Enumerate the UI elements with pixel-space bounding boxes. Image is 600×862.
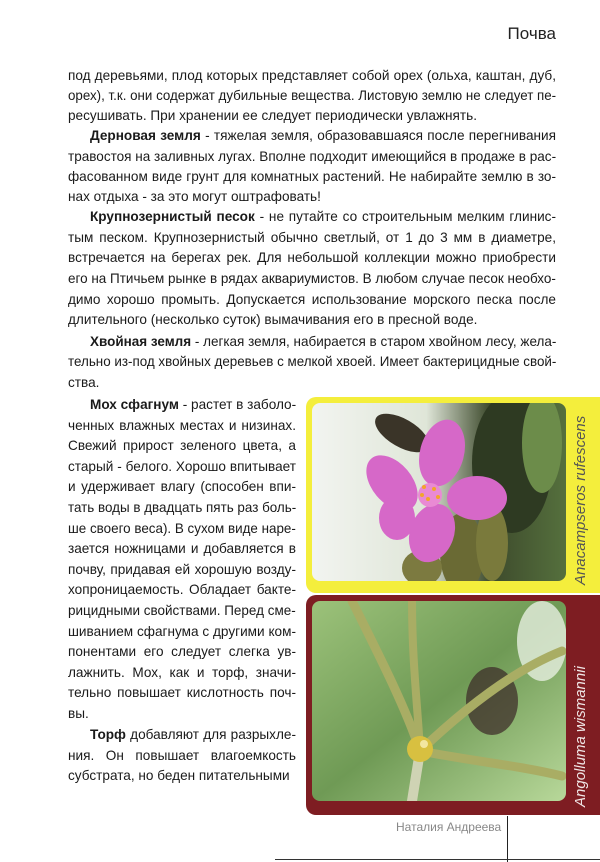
text-line: встречается на берегах рек. Для небольшой коллекции можно приобрести bbox=[68, 250, 556, 265]
text-line: зается ножницами и добавляется в bbox=[68, 541, 296, 556]
text-line: под деревьями, плод которых представляет собой орех (ольха, каштан, дуб, bbox=[68, 68, 556, 83]
text-line: Хвойная земля - легкая земля, набирается в старом хвойном лесу, жела- bbox=[90, 334, 557, 349]
text-line: ресушивать. При хранении ее следует периодически увлажнять. bbox=[68, 108, 477, 123]
text-line: понентами его следует слегка ув- bbox=[68, 644, 296, 659]
text-line: и удерживает влагу (способен впи- bbox=[68, 479, 296, 494]
photo-pink-flower bbox=[312, 403, 566, 581]
text-line: лажнить. Мох, как и торф, значи- bbox=[68, 665, 296, 680]
term-sand: Крупнозернистый песок bbox=[90, 209, 255, 224]
text-line: Свежий прирост зеленого цвета, а bbox=[68, 438, 296, 453]
text-line: тым песком. Крупнозернистый обычно светлый, от 1 до 3 мм в диаметре, bbox=[68, 230, 556, 245]
text-line: ченных влажных местах и низинах. bbox=[68, 418, 296, 433]
text-line: длительного (несколько суток) вымачивания его в пресной воде. bbox=[68, 312, 478, 327]
text-line: нах отдыха - за это могут оштрафовать! bbox=[68, 189, 321, 204]
author-footer: Наталия Андреева bbox=[396, 820, 502, 834]
figure-anacampseros bbox=[306, 397, 600, 593]
footer-divider bbox=[507, 816, 508, 862]
term-p6: Торф bbox=[90, 727, 126, 742]
text-line: шиванием сфагнума с другими ком- bbox=[68, 624, 296, 639]
text-line: тельно повышает кислотность поч- bbox=[68, 685, 296, 700]
text-line: фасованном виде грунт для комнатных растений. Не набирайте землю в зо- bbox=[68, 169, 556, 184]
text-line: Крупнозернистый песок - не путайте со строительным мелким глинис- bbox=[90, 209, 556, 224]
text-line: травостоя на заливных лугах. Вполне подходит имеющийся в продаже в рас- bbox=[68, 149, 557, 164]
text-line: Мох сфагнум - растет в заболо- bbox=[90, 397, 297, 412]
text-line: рицидными свойствами. Перед сме- bbox=[68, 603, 296, 618]
figure-caption: Anacampseros rufescens bbox=[572, 415, 589, 585]
photo-green-stems bbox=[312, 601, 566, 801]
page-bottom-rule bbox=[275, 859, 600, 860]
text-line: его на Птичьем рынке в рядах аквариумистов. В любом случае песок необхо- bbox=[68, 271, 556, 286]
figure-angolluma bbox=[306, 595, 600, 815]
text-line: ства. bbox=[68, 375, 100, 390]
text-line: Дерновая земля - тяжелая земля, образовавшаяся после перегнивания bbox=[90, 128, 556, 143]
text-line: димо хорошо промыть. Допускается использование морского песка после bbox=[68, 292, 556, 307]
text-line: Торф добавляют для разрыхле- bbox=[90, 727, 296, 742]
figure-caption: Angolluma wismannii bbox=[572, 666, 589, 807]
running-header: Почва bbox=[507, 24, 556, 43]
text-line: субстрата, но беден питательными bbox=[68, 768, 290, 783]
text-line: тать воды в двадцать пять раз боль- bbox=[68, 500, 297, 515]
text-line: почву, придавая ей хорошую возду- bbox=[68, 562, 296, 577]
text-line: хопроницаемость. Обладает бакте- bbox=[68, 582, 296, 597]
term-conifer: Хвойная земля bbox=[90, 334, 192, 349]
text-line: тельно из-под хвойных деревьев с мелкой хвоей. Имеет бактерицидные свой- bbox=[68, 354, 557, 369]
text-line: вы. bbox=[68, 706, 89, 721]
text-line: ния. Он повышает влагоемкость bbox=[68, 748, 296, 763]
text-line: орех), т.к. они содержат дубильные вещества. Листовую землю не следует пе- bbox=[68, 88, 557, 103]
text-line: ше своего веса). В сухом виде наре- bbox=[68, 521, 296, 536]
term-p5: Мох сфагнум bbox=[90, 397, 179, 412]
text-line: старый - белого. Хорошо впитывает bbox=[68, 459, 296, 474]
term-derm: Дерновая земля bbox=[90, 128, 201, 143]
